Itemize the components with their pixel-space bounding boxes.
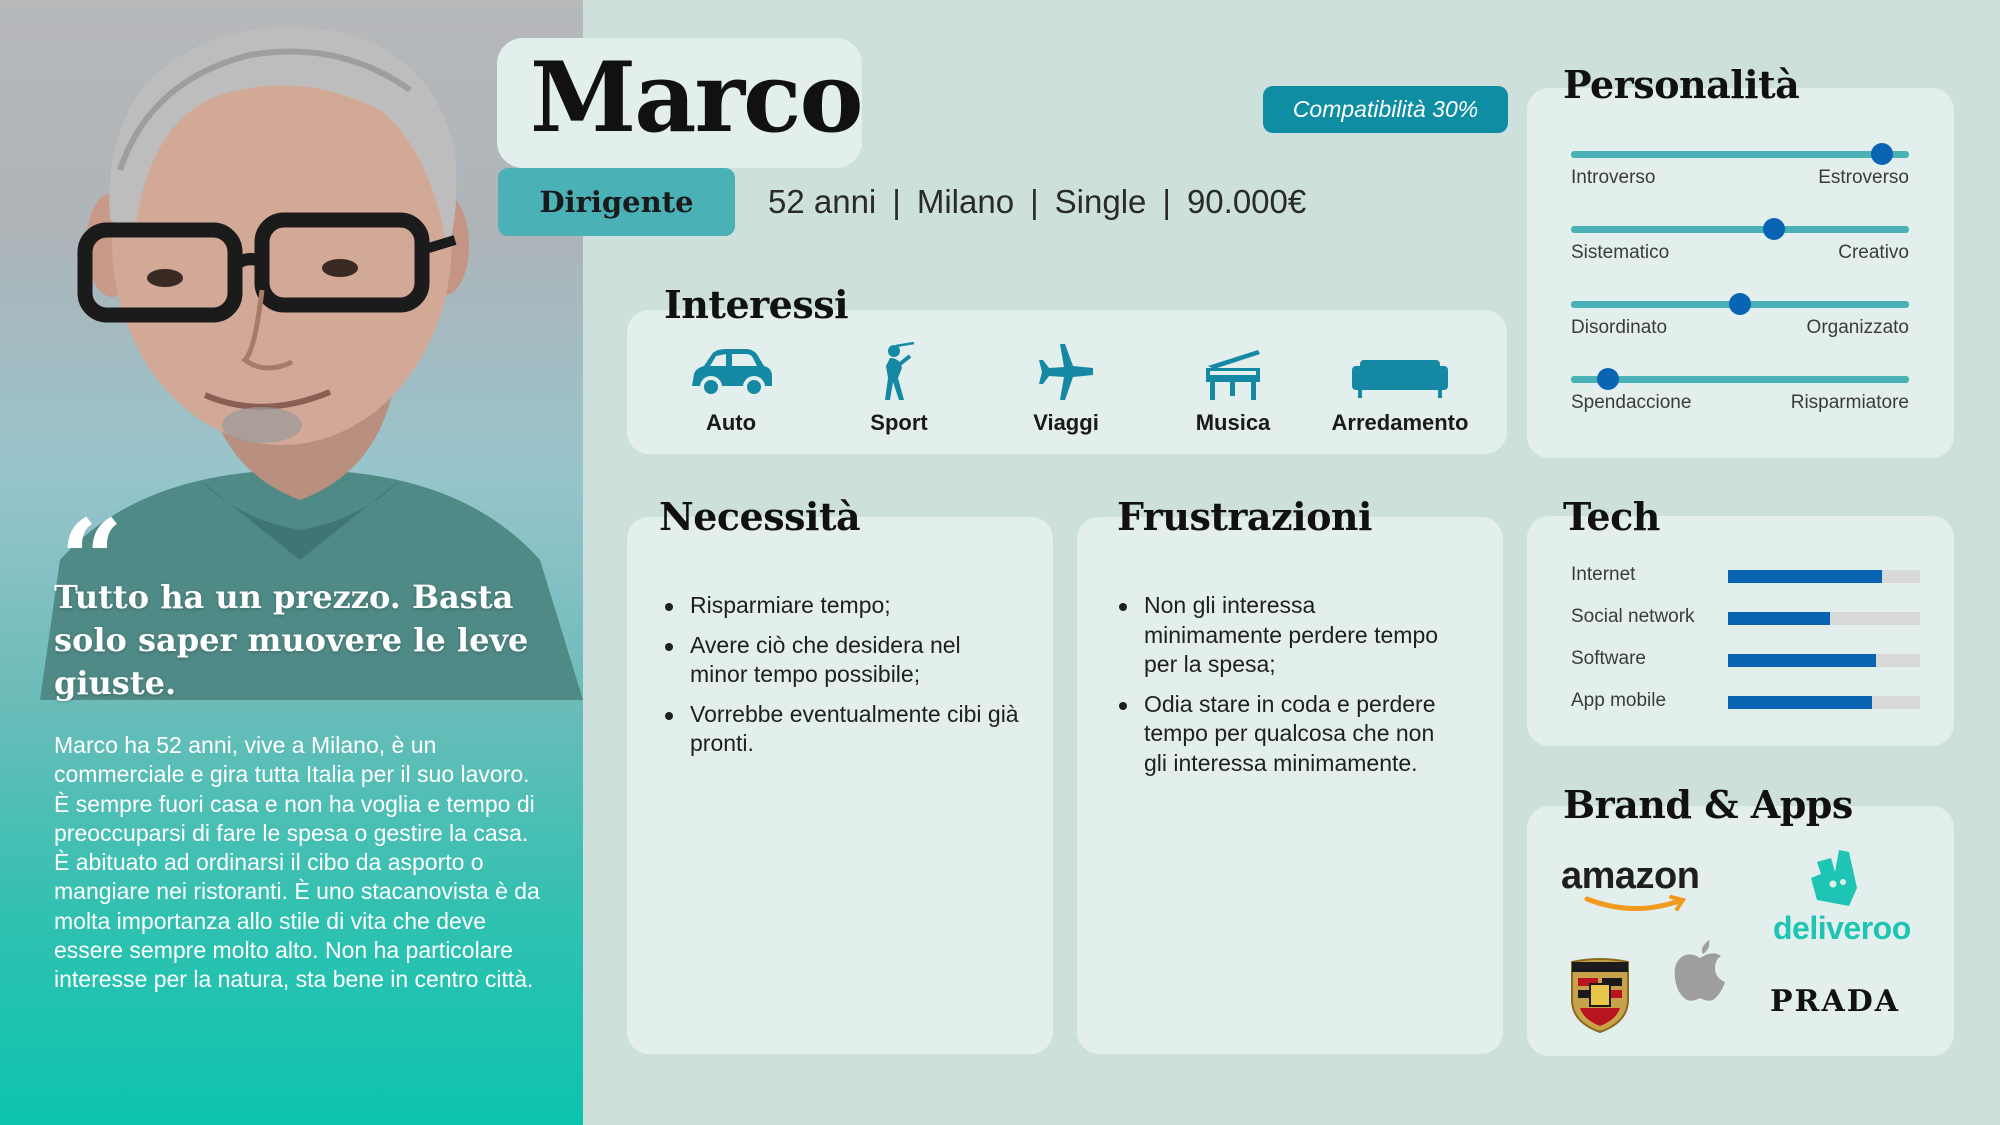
quote-mark-icon: “ bbox=[60, 495, 124, 624]
status-text: Single bbox=[1054, 183, 1147, 220]
list-item: Risparmiare tempo; bbox=[662, 591, 1022, 621]
amazon-smile-icon bbox=[1583, 895, 1693, 917]
slider-track bbox=[1571, 151, 1909, 158]
persona-name: Marco bbox=[530, 41, 862, 154]
slider-knob bbox=[1597, 368, 1619, 390]
personality-title: Personalità bbox=[1563, 62, 1800, 107]
amazon-logo bbox=[1561, 855, 1699, 898]
list-item: Vorrebbe eventualmente cibi già pronti. bbox=[662, 700, 1022, 759]
golf-icon bbox=[874, 342, 924, 404]
tech-bar bbox=[1728, 570, 1920, 583]
trait-left-label: Introverso bbox=[1571, 167, 1656, 188]
trait-right-label: Risparmiatore bbox=[1790, 392, 1909, 413]
frustrations-title: Frustrazioni bbox=[1117, 494, 1372, 539]
car-icon bbox=[686, 342, 776, 404]
tech-label: Social network bbox=[1571, 606, 1695, 627]
deliveroo-kangaroo-icon bbox=[1803, 848, 1863, 910]
list-item: Odia stare in coda e perdere tempo per qualcosa che non gli interessa minimamente. bbox=[1116, 690, 1446, 779]
tech-row bbox=[1571, 606, 1921, 630]
trait-left-label: Disordinato bbox=[1571, 317, 1668, 338]
tech-label: Software bbox=[1571, 648, 1646, 669]
brands-title: Brand & Apps bbox=[1563, 782, 1853, 827]
tech-label: App mobile bbox=[1571, 690, 1667, 711]
slider-track bbox=[1571, 376, 1909, 383]
tech-row bbox=[1571, 564, 1921, 588]
trait-left-label: Sistematico bbox=[1571, 242, 1670, 263]
apple-logo bbox=[1673, 938, 1727, 1006]
apple-icon bbox=[1673, 938, 1727, 1002]
tech-bar-fill bbox=[1728, 612, 1830, 625]
trait-right-label: Estroverso bbox=[1818, 167, 1909, 188]
slider-track bbox=[1571, 226, 1909, 233]
interests-title: Interessi bbox=[664, 282, 849, 327]
interest-item-viaggi bbox=[986, 342, 1146, 436]
trait-right-label: Organizzato bbox=[1806, 317, 1909, 338]
interest-label: Viaggi bbox=[1033, 410, 1099, 435]
interest-item-arredamento bbox=[1320, 342, 1480, 436]
slider-knob bbox=[1729, 293, 1751, 315]
tech-row bbox=[1571, 648, 1921, 672]
trait-right-label: Creativo bbox=[1838, 242, 1909, 263]
airplane-icon bbox=[1035, 342, 1097, 404]
interest-label: Sport bbox=[870, 410, 928, 435]
demographics-line bbox=[768, 180, 1306, 224]
compatibility-badge: Compatibilità 30% bbox=[1263, 86, 1508, 133]
prada-logo bbox=[1770, 984, 1900, 1019]
tech-bar bbox=[1728, 654, 1920, 667]
amazon-wordmark: amazon bbox=[1561, 855, 1700, 897]
slider-knob bbox=[1763, 218, 1785, 240]
income-text: 90.000€ bbox=[1186, 183, 1307, 220]
interest-label: Musica bbox=[1195, 410, 1271, 435]
tech-title: Tech bbox=[1563, 494, 1660, 539]
porsche-crest-icon bbox=[1568, 956, 1632, 1034]
role-badge: Dirigente bbox=[498, 168, 735, 236]
age-text: 52 anni bbox=[768, 183, 877, 220]
city-text: Milano bbox=[916, 183, 1015, 220]
frustrations-list bbox=[1116, 591, 1446, 788]
tech-bar-fill bbox=[1728, 570, 1882, 583]
deliveroo-wordmark: deliveroo bbox=[1773, 910, 1911, 946]
deliveroo-logo bbox=[1773, 848, 1911, 947]
sofa-icon bbox=[1350, 342, 1450, 404]
interest-item-musica bbox=[1153, 342, 1313, 436]
separator: | bbox=[1030, 183, 1039, 220]
persona-quote: Tutto ha un prezzo. Basta solo saper muovere le leve giuste. bbox=[54, 578, 529, 702]
tech-bar bbox=[1728, 612, 1920, 625]
tech-row bbox=[1571, 690, 1921, 714]
porsche-logo bbox=[1568, 956, 1632, 1038]
trait-left-label: Spendaccione bbox=[1571, 392, 1692, 413]
separator: | bbox=[1162, 183, 1171, 220]
interest-label: Arredamento bbox=[1331, 410, 1469, 435]
tech-label: Internet bbox=[1571, 564, 1636, 585]
prada-wordmark: PRADA bbox=[1770, 984, 1901, 1019]
slider-knob bbox=[1871, 143, 1893, 165]
list-item: Avere ciò che desidera nel minor tempo possibile; bbox=[662, 631, 1022, 690]
tech-bar bbox=[1728, 696, 1920, 709]
interest-label: Auto bbox=[705, 410, 757, 435]
persona-bio: Marco ha 52 anni, vive a Milano, è un commerciale e gira tutta Italia per il suo lavoro. È sempre fuori casa e non ha voglia e tempo di preoccuparsi di fare le spesa o gestire la casa. È abituato ad ordinarsi il cibo da asporto o mangiare nei ristoranti. È uno stacanovista è da molta importanza allo stile di vita che deve essere sempre molto alto. Non ha particolare interesse per la natura, sta bene in centro città. bbox=[54, 732, 540, 993]
needs-list bbox=[662, 591, 1022, 769]
interest-item-sport bbox=[819, 342, 979, 436]
separator: | bbox=[892, 183, 901, 220]
interest-item-auto bbox=[651, 342, 811, 436]
tech-bar-fill bbox=[1728, 654, 1876, 667]
list-item: Non gli interessa minimamente perdere tempo per la spesa; bbox=[1116, 591, 1446, 680]
piano-icon bbox=[1200, 342, 1266, 404]
needs-title: Necessità bbox=[659, 494, 861, 539]
tech-bar-fill bbox=[1728, 696, 1872, 709]
profile-photo-panel bbox=[0, 0, 583, 1125]
